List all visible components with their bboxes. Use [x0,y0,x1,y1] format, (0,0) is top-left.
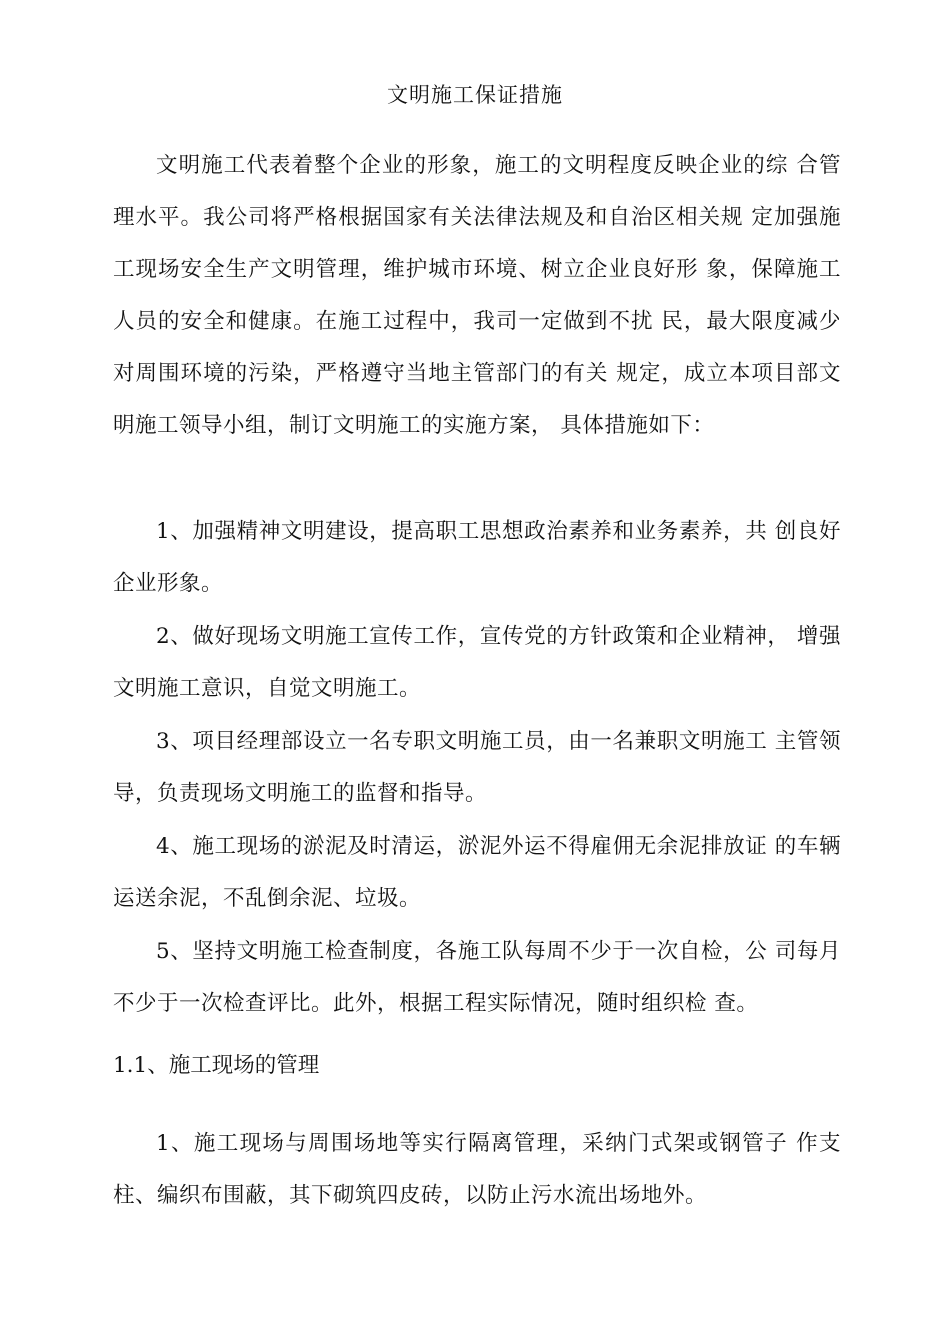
intro-paragraph: 文明施工代表着整个企业的形象，施工的文明程度反映企业的综 合管理水平。我公司将严格根据国家有关法律法规及和自治区相关规 定加强施工现场安全生产文明管理，维护城市环境、树立企业良好形 象，保障施工人员的安全和健康。在施工过程中，我司一定做到不扰 民，最大限度减少对周围环境的污染，严格遵守当地主管部门的有关 规定，成立本项目部文明施工领导小组，制订文明施工的实施方案， 具体措施如下： [113,153,841,438]
measure-item-4: 4、施工现场的淤泥及时清运，淤泥外运不得雇佣无余泥排放证 的车辆运送余泥，不乱倒余泥、垃圾。 [113,834,841,911]
section-heading: 1.1、施工现场的管理 [113,1053,320,1078]
measure-item-2: 2、做好现场文明施工宣传工作，宣传党的方针政策和企业精神， 增强文明施工意识，自觉文明施工。 [113,624,841,701]
section-item-1: 1、施工现场与周围场地等实行隔离管理，采纳门式架或钢管子 作支柱、编织布围蔽，其下砌筑四皮砖，以防止污水流出场地外。 [113,1131,841,1208]
measure-item-5: 5、坚持文明施工检查制度，各施工队每周不少于一次自检，公 司每月不少于一次检查评比。此外，根据工程实际情况，随时组织检 查。 [113,939,841,1016]
document-title: 文明施工保证措施 [387,83,563,107]
measure-item-3: 3、项目经理部设立一名专职文明施工员，由一名兼职文明施工 主管领导，负责现场文明施工的监督和指导。 [113,729,841,806]
measure-item-1: 1、加强精神文明建设，提高职工思想政治素养和业务素养，共 创良好企业形象。 [113,519,841,596]
